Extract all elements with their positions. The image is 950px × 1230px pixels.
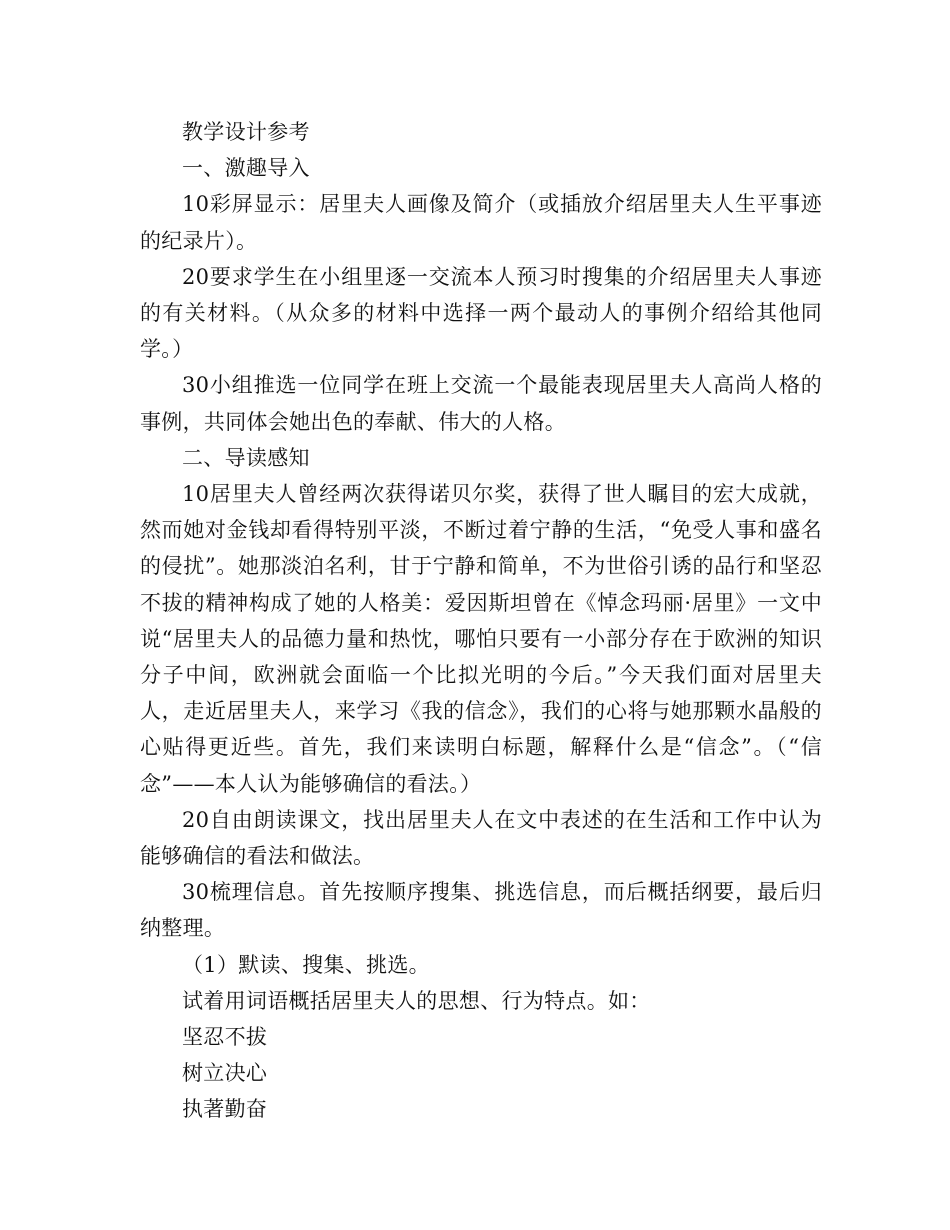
list-item: 坚忍不拔 (182, 1025, 268, 1050)
paragraph: 20自由朗读课文，找出居里夫人在文中表述的在生活和工作中认为能够确信的看法和做法。 (140, 807, 822, 869)
paragraph: 试着用词语概括居里夫人的思想、行为特点。如： (182, 988, 651, 1013)
list-item: 树立决心 (182, 1061, 268, 1086)
sub-heading: （1）默读、搜集、挑选。 (182, 952, 430, 977)
paragraph: 10彩屏显示：居里夫人画像及简介（或插放介绍居里夫人生平事迹的纪录片）。 (140, 192, 822, 253)
paragraph: 20要求学生在小组里逐一交流本人预习时搜集的介绍居里夫人事迹的有关材料。（从众多的材料中选择一两个最动人的事例介绍给其他同学。） (140, 264, 822, 362)
section-heading-reading: 二、导读感知 (182, 445, 310, 470)
section-heading-intro: 一、激趣导入 (182, 156, 310, 181)
list-item: 执著勤奋 (182, 1097, 268, 1122)
section-heading-reference: 教学设计参考 (182, 120, 310, 144)
paragraph: 10居里夫人曾经两次获得诺贝尔奖，获得了世人瞩目的宏大成就，然而她对金钱却看得特别平淡，不断过着宁静的生活，“免受人事和盛名的侵扰”。她那淡泊名利，甘于宁静和简单，不为世俗引诱的品行和坚忍不拔的精神构成了她的人格美：爱因斯坦曾在《悼念玛丽·居里》一文中说“居里夫人的品德力量和热忱，哪怕只要有一小部分存在于欧洲的知识分子中间，欧洲就会面临一个比拟光明的今后。”今天我们面对居里夫人，走近居里夫人，来学习《我的信念》，我们的心将与她那颗水晶般的心贴得更近些。首先，我们来读明白标题，解释什么是“信念”。（“信念”——本人认为能够确信的看法。） (140, 482, 822, 796)
paragraph: 30梳理信息。首先按顺序搜集、挑选信息，而后概括纲要，最后归纳整理。 (140, 880, 822, 941)
paragraph: 30小组推选一位同学在班上交流一个最能表现居里夫人高尚人格的事例，共同体会她出色的奉献、伟大的人格。 (140, 373, 822, 434)
document-body (140, 114, 822, 1128)
